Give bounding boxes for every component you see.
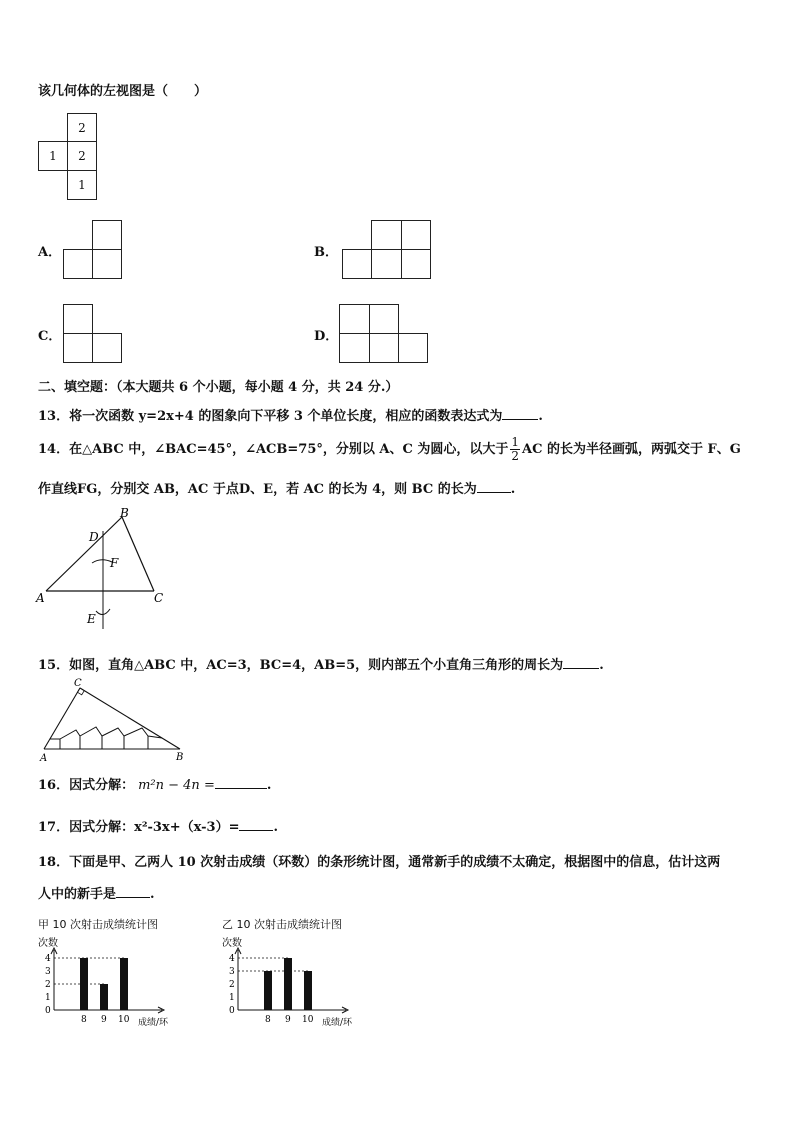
y-tick-label: 1: [229, 993, 235, 1003]
answer-blank[interactable]: [502, 407, 538, 420]
top-view-cell-r1: 2: [67, 113, 97, 142]
q12-stem: 该几何体的左视图是（ ）: [38, 84, 208, 99]
chart-yi-title: 乙 10 次射击成绩统计图: [222, 918, 342, 931]
option-a-square: [92, 220, 122, 250]
q16-text: 16．因式分解：: [38, 778, 135, 793]
option-d-label[interactable]: D．: [314, 329, 339, 344]
q17-end: .: [273, 820, 279, 835]
y-tick-label: 3: [45, 967, 51, 977]
bar-10: [304, 971, 312, 1010]
bar-8: [80, 958, 88, 1010]
bar-8: [264, 971, 272, 1010]
side-ac: [44, 688, 80, 749]
option-d-square: [369, 333, 399, 363]
q14-part2: AC 的长为半径画弧，两弧交于 F、G: [522, 442, 741, 457]
q16-line: [38, 776, 271, 794]
x-tick-label: 8: [81, 1015, 87, 1025]
staircase-triangles: [50, 727, 162, 749]
y-tick-label: 1: [45, 993, 51, 1003]
chart-jia: [30, 932, 200, 1032]
q14-line2-text: 作直线FG，分别交 AB，AC 于点D、E，若 AC 的长为 4，则 BC 的长为: [38, 482, 477, 497]
y-tick-label: 0: [45, 1006, 51, 1016]
y-axis-label: 次数: [222, 938, 242, 949]
y-tick-label: 4: [45, 954, 51, 964]
option-c-label[interactable]: C．: [38, 329, 62, 344]
top-view-cell-r2-right: 2: [67, 141, 97, 171]
option-d-square: [398, 333, 428, 363]
x-tick-label: 9: [101, 1015, 107, 1025]
side-ab: [46, 517, 122, 591]
label-f: F: [110, 556, 119, 570]
section-heading: 二、填空题：（本大题共 6 个小题，每小题 4 分，共 24 分.）: [38, 380, 399, 395]
label-d: D: [89, 530, 99, 544]
option-b-label[interactable]: B．: [314, 245, 338, 260]
q15-triangle-figure: [36, 676, 186, 766]
label-b: B: [120, 506, 129, 520]
label-c: C: [154, 591, 164, 605]
fraction-denominator: 2: [511, 449, 519, 463]
side-cb: [80, 688, 180, 749]
y-tick-label: 2: [229, 980, 235, 990]
label-a: A: [36, 591, 45, 605]
option-d-square: [369, 304, 399, 334]
arc-f: [92, 560, 112, 563]
option-b-square: [401, 220, 431, 250]
option-c-square: [63, 304, 93, 334]
q15-text: 15．如图，直角△ABC 中，AC=3，BC=4，AB=5，则内部五个小直角三角形的周长为: [38, 658, 564, 673]
label-b: B: [176, 752, 184, 763]
y-tick-label: 4: [229, 954, 235, 964]
option-a-square: [63, 249, 93, 279]
top-view-cell-r3: 1: [67, 170, 97, 200]
x-tick-label: 10: [302, 1015, 314, 1025]
q17-line: [38, 818, 278, 836]
fraction-numerator: 1: [511, 435, 519, 449]
y-tick-label: 0: [229, 1006, 235, 1016]
q14-triangle-figure: [30, 505, 180, 635]
x-tick-label: 8: [265, 1015, 271, 1025]
q13-end: .: [538, 409, 543, 424]
q18-end: .: [150, 887, 155, 902]
q14-part1: 14．在△ABC 中，∠BAC=45°，∠ACB=75°，分别以 A、C 为圆心，以大于: [38, 442, 509, 457]
q18-line2: [38, 885, 155, 903]
label-e: E: [87, 612, 96, 626]
q16-end: .: [266, 778, 272, 793]
x-tick-label: 9: [285, 1015, 291, 1025]
x-tick-label: 10: [118, 1015, 130, 1025]
top-view-cell-r2-left: 1: [38, 141, 68, 171]
q14-line1: [38, 436, 741, 464]
q15-line: [38, 656, 604, 674]
answer-blank[interactable]: [477, 480, 511, 493]
option-a-square: [92, 249, 122, 279]
q18-line2-text: 人中的新手是: [38, 887, 117, 902]
fraction: [510, 436, 520, 463]
option-b-square: [371, 249, 402, 279]
bar-10: [120, 958, 128, 1010]
chart-yi: [214, 932, 384, 1032]
q13-line: [38, 407, 543, 425]
option-c-square: [63, 333, 93, 363]
answer-blank[interactable]: [563, 656, 599, 669]
answer-blank[interactable]: [239, 818, 273, 831]
q16-expression: m²n − 4n =: [138, 778, 215, 793]
side-bc: [122, 517, 154, 591]
answer-blank[interactable]: [215, 776, 267, 789]
answer-blank[interactable]: [116, 885, 150, 898]
y-tick-label: 2: [45, 980, 51, 990]
chart-jia-title: 甲 10 次射击成绩统计图: [38, 918, 158, 931]
bar-9: [100, 984, 108, 1010]
q13-text: 13．将一次函数 y=2x+4 的图象向下平移 3 个单位长度，相应的函数表达式为: [38, 409, 503, 424]
option-c-square: [92, 333, 122, 363]
option-b-square: [342, 249, 372, 279]
label-a: A: [40, 753, 48, 764]
option-b-square: [401, 249, 431, 279]
option-a-label[interactable]: A．: [38, 245, 62, 260]
q15-end: .: [599, 658, 604, 673]
option-d-square: [339, 304, 370, 334]
q17-text: 17．因式分解：x²-3x+（x-3）=: [38, 820, 240, 835]
x-axis-label: 成绩/环: [322, 1018, 353, 1028]
option-b-square: [371, 220, 402, 250]
q14-end: .: [510, 482, 516, 497]
q18-line1: 18．下面是甲、乙两人 10 次射击成绩（环数）的条形统计图，通常新手的成绩不太确定，根据图中的信息，估计这两: [38, 855, 721, 870]
x-axis-label: 成绩/环: [138, 1018, 169, 1028]
option-d-square: [339, 333, 370, 363]
bar-9: [284, 958, 292, 1010]
y-tick-label: 3: [229, 967, 235, 977]
label-c: C: [74, 678, 82, 689]
y-axis-label: 次数: [38, 938, 58, 949]
q14-line2: [38, 480, 515, 498]
